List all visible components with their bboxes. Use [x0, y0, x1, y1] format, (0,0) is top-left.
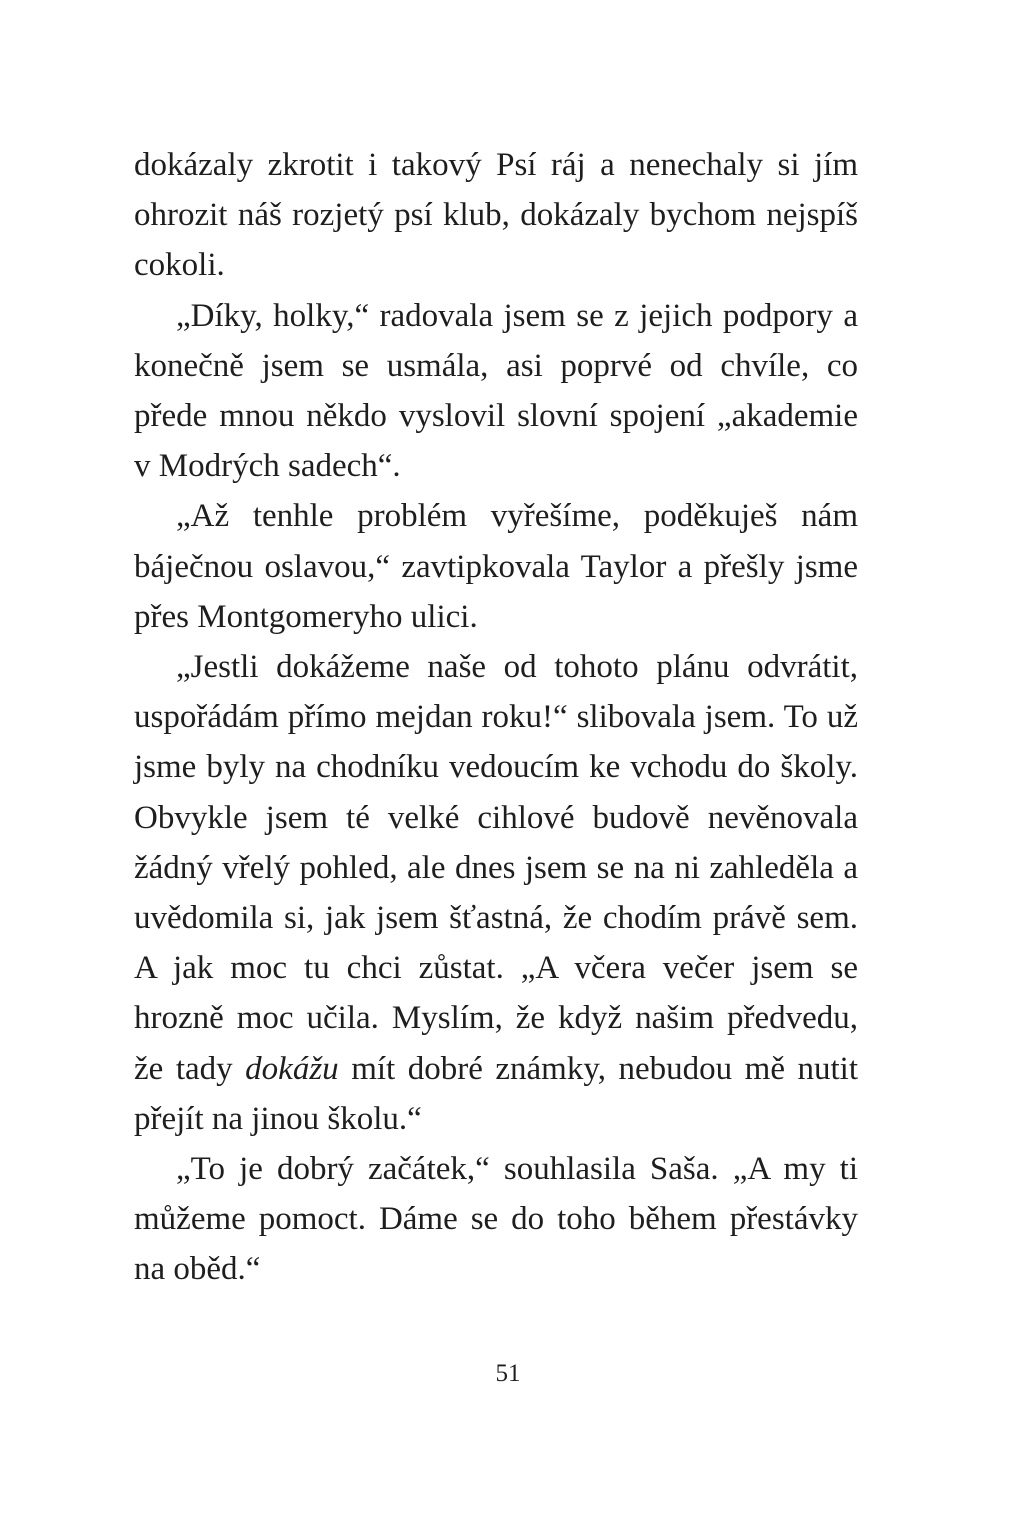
paragraph: [134, 291, 858, 492]
body-text: [134, 140, 858, 1295]
text-segment: „Díky, holky,“ radovala jsem se z jejich podpory a konečně jsem se usmála, asi poprvé od chvíle, co přede mnou někdo vyslovil slovní spojení „akademie v Modrých sadech“.: [134, 297, 858, 485]
paragraph: [134, 491, 858, 642]
italic-text-segment: dokážu: [245, 1050, 339, 1087]
paragraph: [134, 642, 858, 1144]
text-segment: „Jestli dokážeme naše od tohoto plánu odvrátit, uspořádám přímo mejdan roku!“ slibovala jsem. To už jsme byly na chodníku vedoucím ke vchodu do školy. Obvykle jsem té velké cihlové budově nevěnovala žádný vřelý pohled, ale dnes jsem se na ni zahleděla a uvědomila si, jak jsem šťastná, že chodím právě sem. A jak moc tu chci zůstat. „A včera večer jsem se hrozně moc učila. Myslím, že když našim předvedu, že tady: [134, 649, 858, 1087]
text-segment: „To je dobrý začátek,“ souhlasila Saša. „A my ti můžeme pomoct. Dáme se do toho během přestávky na oběd.“: [134, 1151, 858, 1288]
paragraph: [134, 1144, 858, 1295]
paragraph: [134, 140, 858, 291]
text-segment: mít dobré známky, nebudou mě nutit přejít na jinou školu.“: [134, 1050, 859, 1137]
text-segment: „Až tenhle problém vyřešíme, poděkuješ nám báječnou oslavou,“ zavtipkovala Taylor a přešly jsme přes Montgomeryho ulici.: [134, 498, 858, 635]
page-number: 51: [495, 1360, 521, 1387]
text-segment: dokázaly zkrotit i takový Psí ráj a nenechaly si jím ohrozit náš rozjetý psí klub, dokázaly bychom nejspíš cokoli.: [134, 147, 858, 284]
